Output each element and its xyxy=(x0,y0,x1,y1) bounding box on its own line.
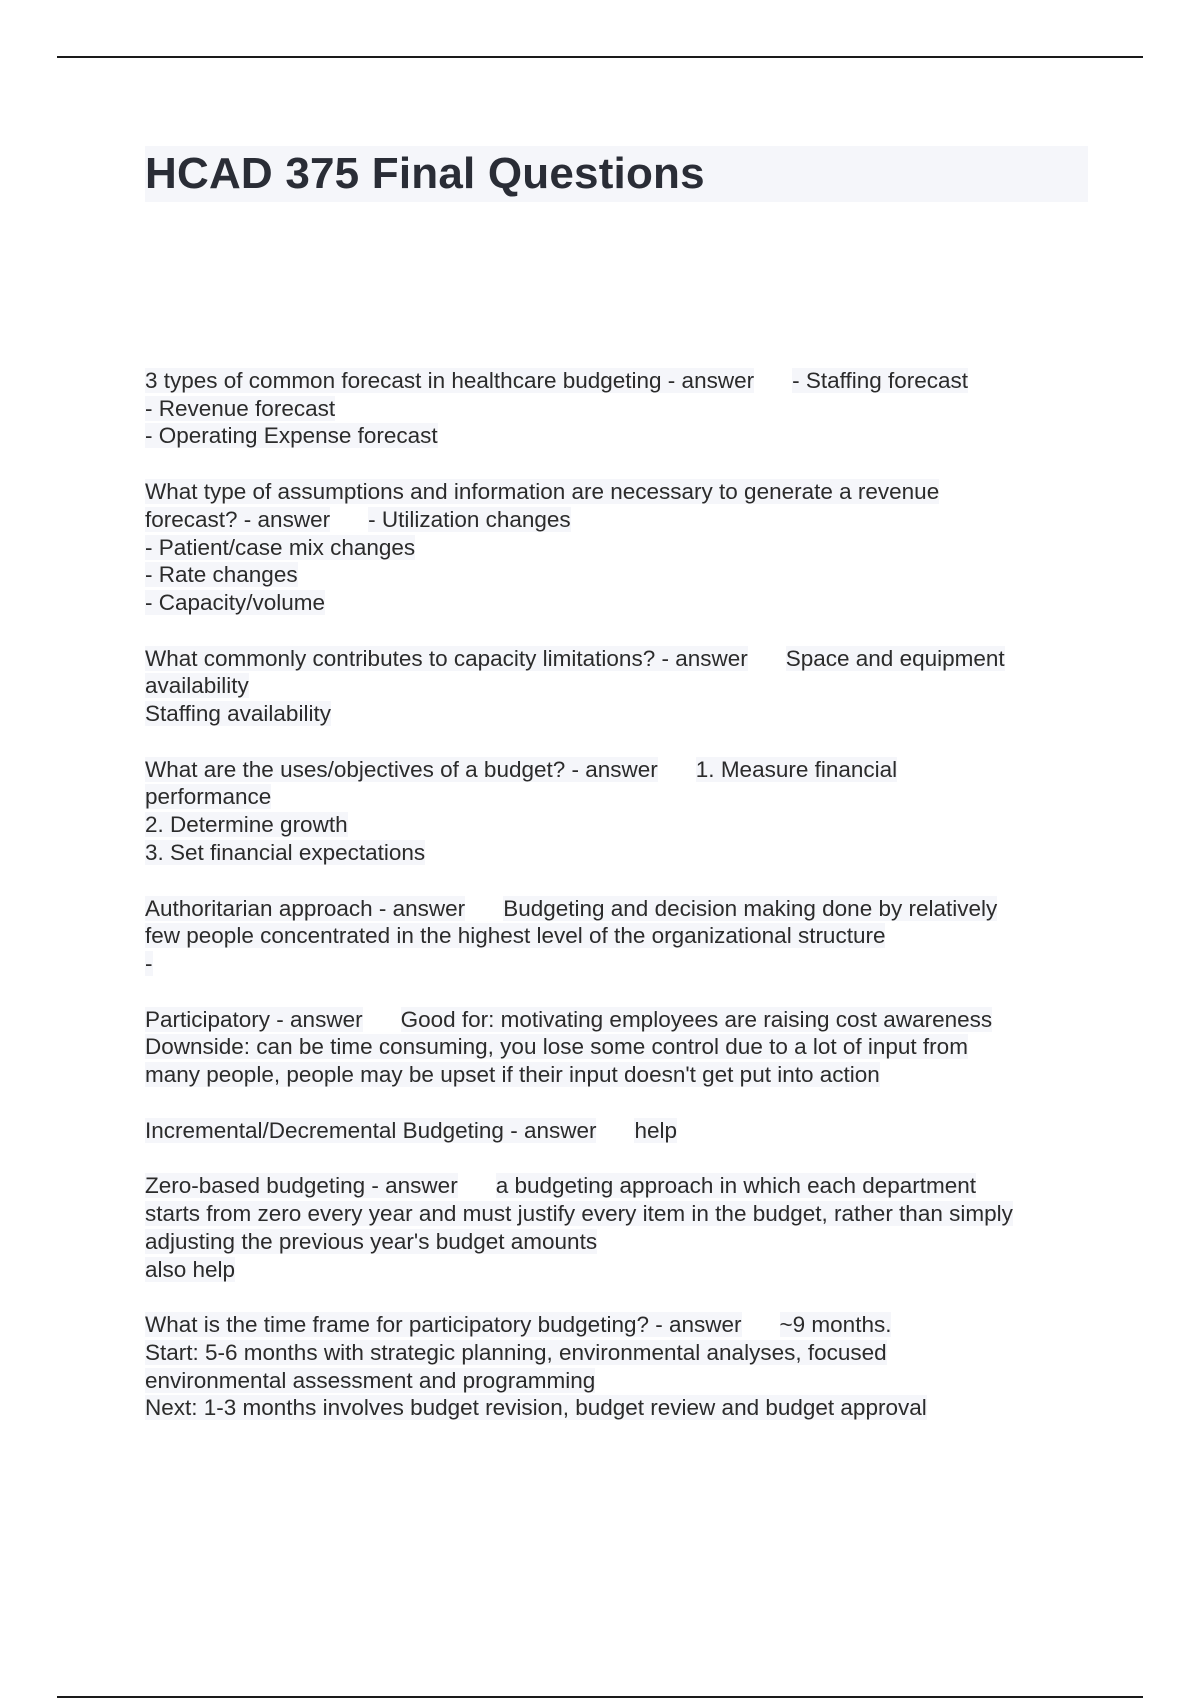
qa-line xyxy=(145,1117,1090,1145)
qa-line xyxy=(145,1228,1090,1256)
qa-line xyxy=(145,1311,1090,1339)
line-text: adjusting the previous year's budget amounts xyxy=(145,1228,598,1254)
qa-line xyxy=(145,811,1090,839)
qa-line xyxy=(145,478,1090,506)
qa-line xyxy=(145,506,1090,534)
qa-line xyxy=(145,1367,1090,1395)
qa-line xyxy=(145,534,1090,562)
qa-line xyxy=(145,1006,1090,1034)
line-text: many people, people may be upset if their input doesn't get put into action xyxy=(145,1062,880,1088)
qa-line xyxy=(145,839,1090,867)
qa-line xyxy=(145,367,1090,395)
question-text: What are the uses/objectives of a budget? - answer xyxy=(145,756,658,782)
qa-line xyxy=(145,756,1090,784)
qa-line xyxy=(145,1172,1090,1200)
answer-text: - Staffing forecast xyxy=(792,368,969,393)
line-text: What type of assumptions and information are necessary to generate a revenue xyxy=(145,479,940,505)
qa-line xyxy=(145,422,1090,450)
qa-entry xyxy=(145,645,1090,728)
question-text: What commonly contributes to capacity limitations? - answer xyxy=(145,645,748,671)
line-text: starts from zero every year and must justify every item in the budget, rather than simply xyxy=(145,1201,1013,1227)
qa-line xyxy=(145,395,1090,423)
qa-line xyxy=(145,1033,1090,1061)
qa-line xyxy=(145,1200,1090,1228)
qa-line xyxy=(145,950,1090,978)
line-text: - Rate changes xyxy=(145,562,298,588)
line-text: 3. Set financial expectations xyxy=(145,839,426,865)
question-text: What is the time frame for participatory budgeting? - answer xyxy=(145,1312,742,1338)
qa-entry xyxy=(145,895,1090,978)
question-text: Incremental/Decremental Budgeting - answer xyxy=(145,1117,597,1143)
line-text: also help xyxy=(145,1256,236,1282)
page-title: HCAD 375 Final Questions xyxy=(145,149,705,198)
qa-entry xyxy=(145,1006,1090,1089)
answer-text: help xyxy=(634,1117,678,1143)
line-text: - Patient/case mix changes xyxy=(145,534,416,560)
qa-entry xyxy=(145,756,1090,867)
line-text: performance xyxy=(145,784,272,810)
line-text: Downside: can be time consuming, you lose some control due to a lot of input from xyxy=(145,1034,968,1060)
answer-text: a budgeting approach in which each department xyxy=(495,1173,977,1199)
title-banner xyxy=(145,146,1088,202)
qa-line xyxy=(145,645,1090,673)
qa-line xyxy=(145,922,1090,950)
line-text: - Revenue forecast xyxy=(145,395,336,421)
answer-text: ~9 months. xyxy=(779,1312,892,1338)
line-text: Staffing availability xyxy=(145,701,331,727)
question-text: Zero-based budgeting - answer xyxy=(145,1173,458,1199)
qa-entry xyxy=(145,1172,1090,1283)
qa-line xyxy=(145,589,1090,617)
qa-line xyxy=(145,1061,1090,1089)
line-text: environmental assessment and programming xyxy=(145,1367,596,1393)
qa-line xyxy=(145,672,1090,700)
qa-line xyxy=(145,561,1090,589)
question-text: Participatory - answer xyxy=(145,1006,363,1032)
top-rule xyxy=(57,56,1143,58)
question-text: forecast? - answer xyxy=(145,506,331,532)
answer-text: - Utilization changes xyxy=(368,506,571,532)
answer-text: 1. Measure financial xyxy=(695,756,898,782)
qa-line xyxy=(145,1339,1090,1367)
qa-entry xyxy=(145,1117,1090,1145)
qa-list xyxy=(145,367,1090,1450)
qa-entry xyxy=(145,1311,1090,1422)
qa-line xyxy=(145,700,1090,728)
qa-line xyxy=(145,1394,1090,1422)
line-text: Next: 1-3 months involves budget revision, budget review and budget approval xyxy=(145,1395,927,1421)
line-text: few people concentrated in the highest level of the organizational structure xyxy=(145,923,886,949)
line-text: 2. Determine growth xyxy=(145,812,348,838)
question-text: 3 types of common forecast in healthcare budgeting - answer xyxy=(145,368,755,393)
qa-line xyxy=(145,783,1090,811)
answer-text: Good for: motivating employees are raising cost awareness xyxy=(400,1006,993,1032)
line-text: availability xyxy=(145,673,249,699)
answer-text: Space and equipment xyxy=(785,645,1005,671)
line-text: - Capacity/volume xyxy=(145,589,326,615)
bottom-rule xyxy=(57,1696,1143,1698)
answer-text: Budgeting and decision making done by relatively xyxy=(503,895,998,921)
qa-entry xyxy=(145,478,1090,617)
line-text: Start: 5-6 months with strategic planning, environmental analyses, focused xyxy=(145,1339,887,1365)
qa-entry xyxy=(145,367,1090,450)
qa-line xyxy=(145,895,1090,923)
question-text: Authoritarian approach - answer xyxy=(145,895,466,921)
line-text: - Operating Expense forecast xyxy=(145,423,438,449)
line-text: - xyxy=(145,950,153,976)
qa-line xyxy=(145,1256,1090,1284)
